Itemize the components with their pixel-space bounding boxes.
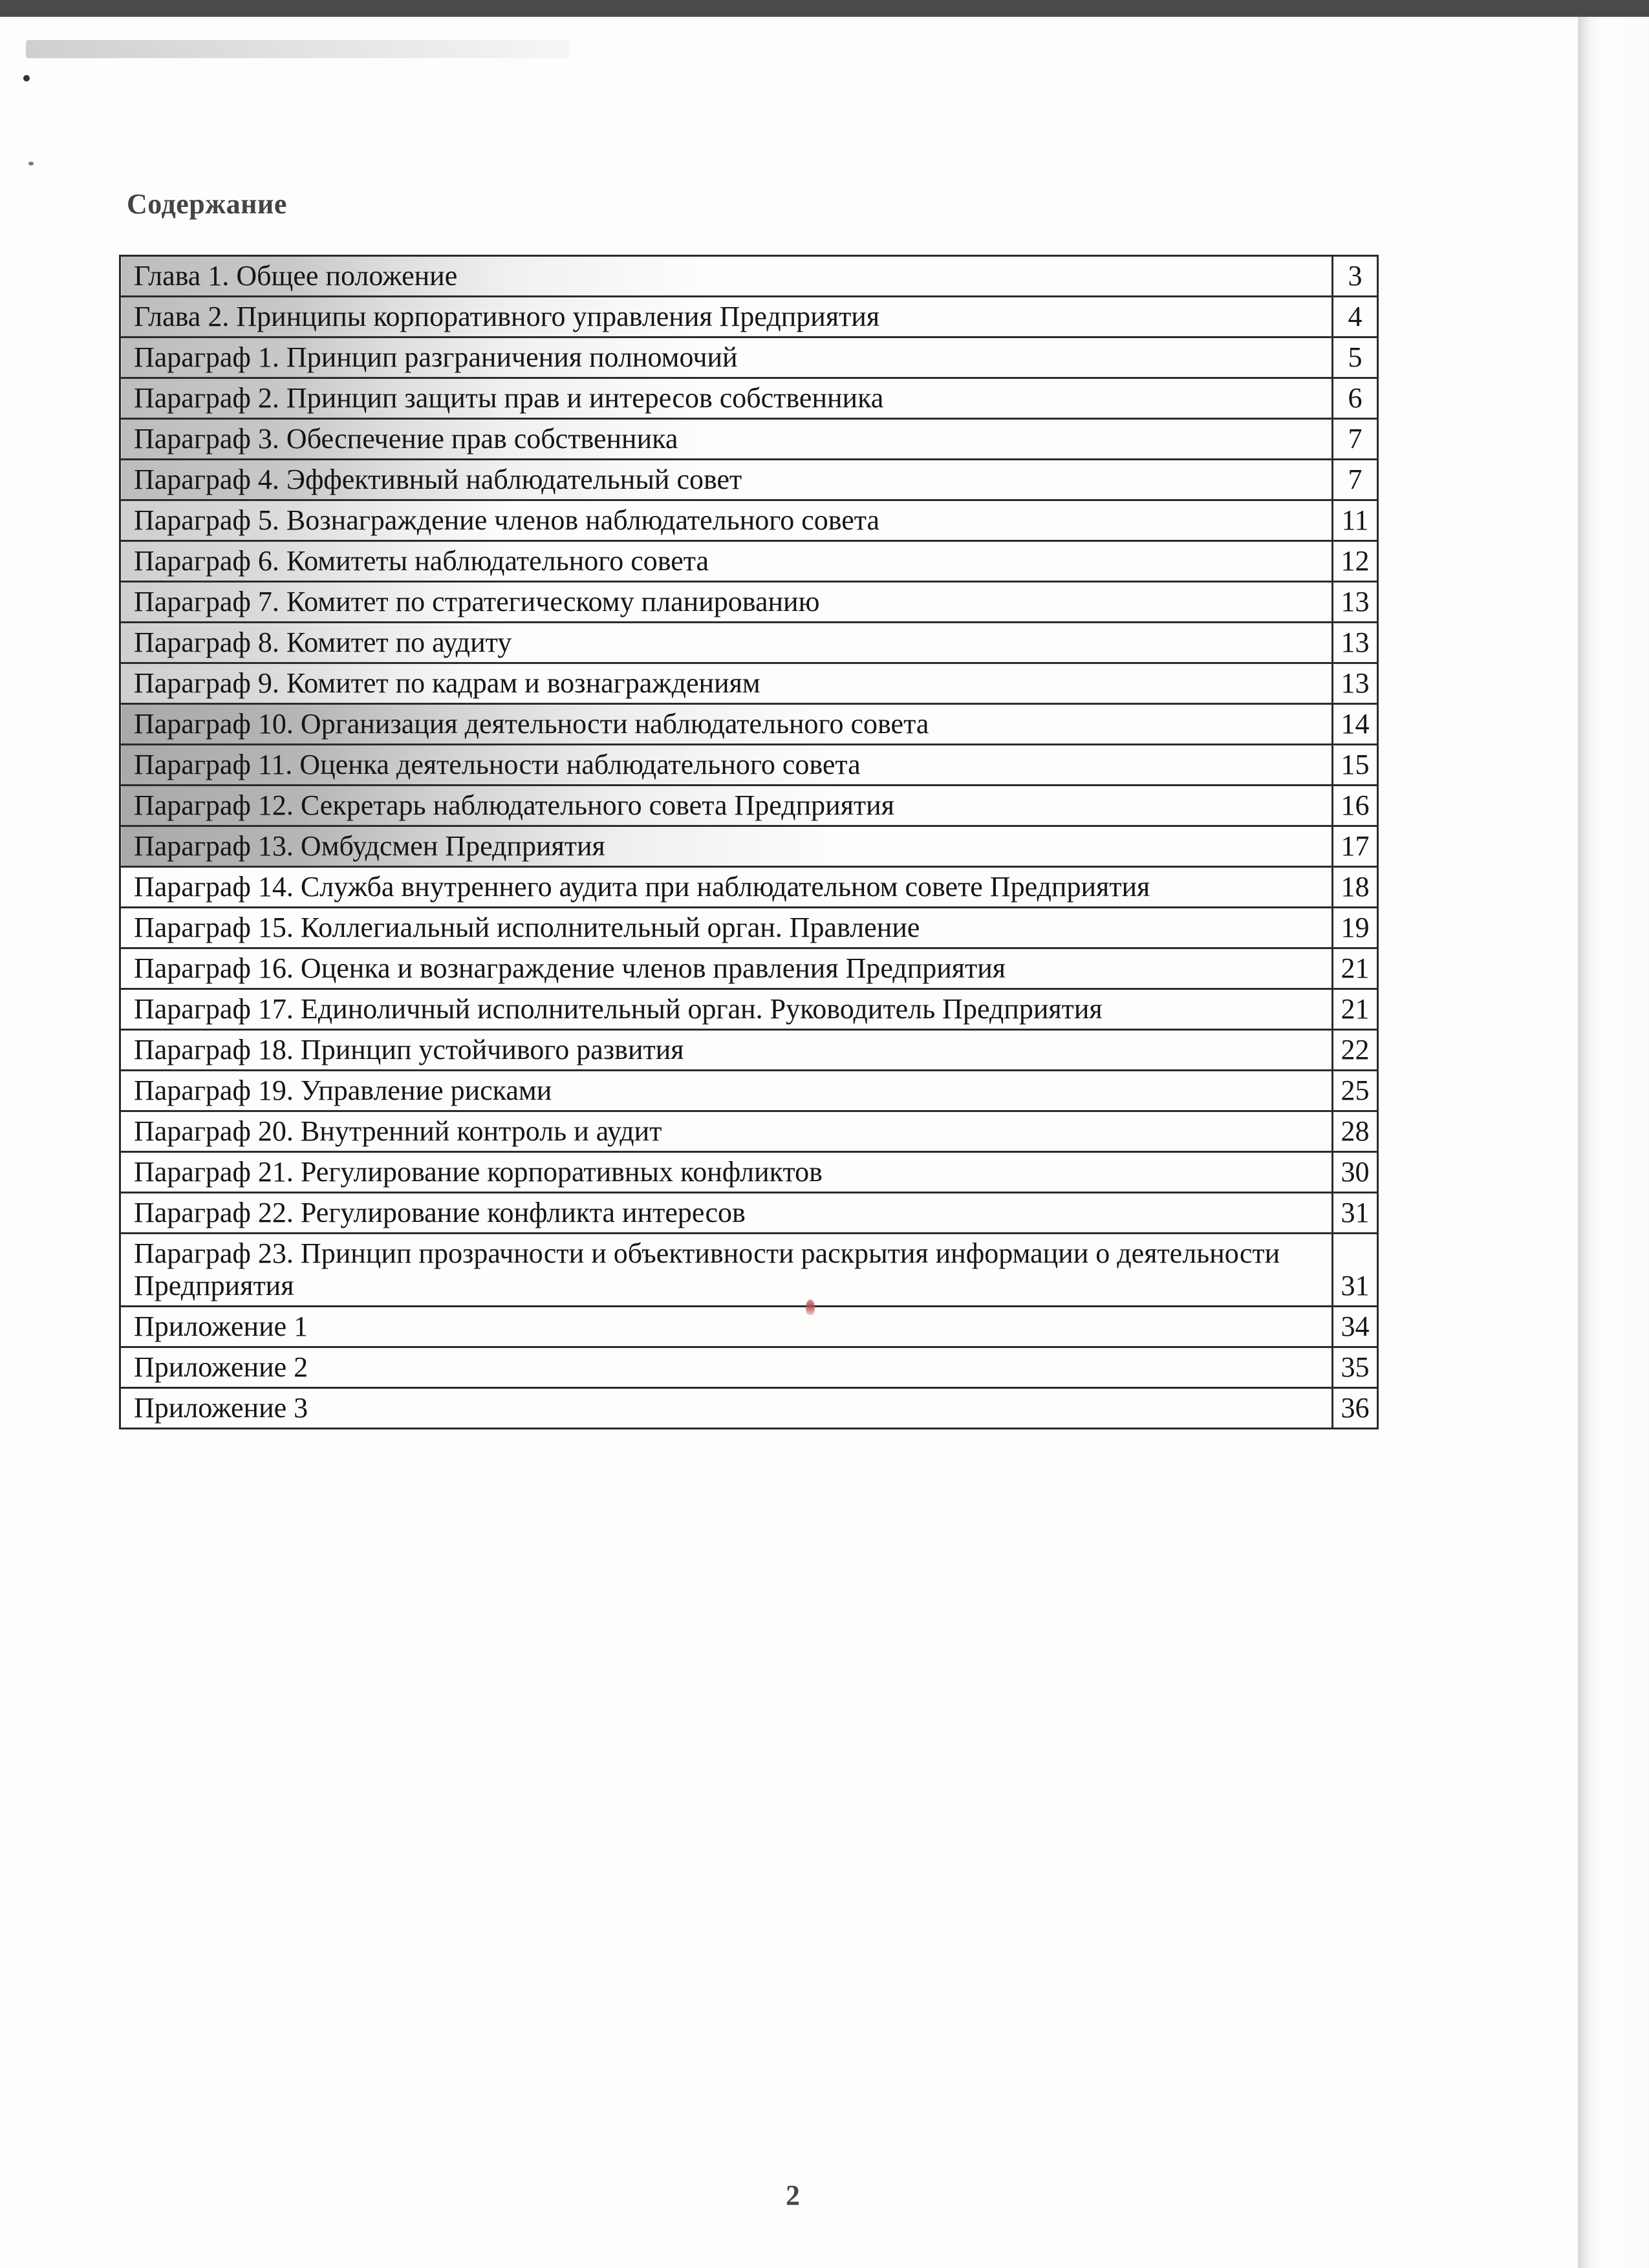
toc-entry-page: 19 [1333, 908, 1378, 948]
toc-entry-page: 25 [1333, 1071, 1378, 1111]
toc-row [120, 826, 1378, 867]
toc-entry-page: 4 [1333, 297, 1378, 337]
toc-entry-title: Параграф 9. Комитет по кадрам и вознаграждениям [120, 663, 1333, 704]
toc-row [120, 989, 1378, 1030]
toc-row [120, 704, 1378, 745]
toc-entry-page: 18 [1333, 867, 1378, 908]
toc-entry-page: 35 [1333, 1347, 1378, 1388]
toc-row [120, 1071, 1378, 1111]
page-number: 2 [786, 2179, 800, 2211]
toc-entry-page: 3 [1333, 256, 1378, 297]
toc-entry-page: 21 [1333, 989, 1378, 1030]
toc-row [120, 1193, 1378, 1234]
toc-row [120, 1307, 1378, 1347]
toc-row [120, 500, 1378, 541]
toc-entry-title: Параграф 23. Принцип прозрачности и объективности раскрытия информации о деятельности Предприятия [120, 1234, 1333, 1307]
toc-entry-title: Параграф 22. Регулирование конфликта интересов [120, 1193, 1333, 1234]
bleed-through-text [26, 40, 569, 58]
toc-entry-page: 30 [1333, 1152, 1378, 1193]
toc-entry-page: 14 [1333, 704, 1378, 745]
paper-right-edge [1578, 17, 1649, 2268]
toc-entry-title: Параграф 20. Внутренний контроль и аудит [120, 1111, 1333, 1152]
toc-entry-title: Параграф 14. Служба внутреннего аудита при наблюдательном совете Предприятия [120, 867, 1333, 908]
toc-entry-title: Параграф 2. Принцип защиты прав и интересов собственника [120, 378, 1333, 419]
toc-row [120, 297, 1378, 337]
toc-entry-title: Параграф 13. Омбудсмен Предприятия [120, 826, 1333, 867]
toc-entry-title: Глава 2. Принципы корпоративного управления Предприятия [120, 297, 1333, 337]
toc-entry-title: Приложение 3 [120, 1388, 1333, 1429]
table-of-contents [119, 255, 1379, 1429]
toc-row [120, 745, 1378, 786]
toc-row [120, 1388, 1378, 1429]
toc-entry-page: 7 [1333, 460, 1378, 500]
toc-entry-title: Параграф 17. Единоличный исполнительный орган. Руководитель Предприятия [120, 989, 1333, 1030]
toc-entry-page: 31 [1333, 1193, 1378, 1234]
toc-entry-page: 13 [1333, 623, 1378, 663]
toc-row [120, 541, 1378, 582]
scan-speck [23, 75, 30, 81]
toc-entry-title: Глава 1. Общее положение [120, 256, 1333, 297]
toc-entry-title: Приложение 1 [120, 1307, 1333, 1347]
toc-entry-page: 22 [1333, 1030, 1378, 1071]
toc-entry-page: 31 [1333, 1234, 1378, 1307]
toc-entry-title: Параграф 5. Вознаграждение членов наблюдательного совета [120, 500, 1333, 541]
toc-row [120, 623, 1378, 663]
toc-entry-title: Параграф 3. Обеспечение прав собственника [120, 419, 1333, 460]
toc-entry-title: Параграф 6. Комитеты наблюдательного совета [120, 541, 1333, 582]
toc-entry-title: Параграф 1. Принцип разграничения полномочий [120, 337, 1333, 378]
toc-entry-page: 12 [1333, 541, 1378, 582]
toc-entry-title: Параграф 19. Управление рисками [120, 1071, 1333, 1111]
scan-speck [28, 162, 34, 166]
toc-entry-page: 13 [1333, 582, 1378, 623]
toc-row [120, 1234, 1378, 1307]
toc-entry-title: Параграф 16. Оценка и вознаграждение членов правления Предприятия [120, 948, 1333, 989]
toc-row [120, 1152, 1378, 1193]
toc-row [120, 1030, 1378, 1071]
toc-row [120, 663, 1378, 704]
toc-entry-page: 13 [1333, 663, 1378, 704]
toc-entry-title: Приложение 2 [120, 1347, 1333, 1388]
toc-row [120, 582, 1378, 623]
toc-row [120, 867, 1378, 908]
toc-row [120, 908, 1378, 948]
toc-row [120, 1111, 1378, 1152]
toc-entry-title: Параграф 4. Эффективный наблюдательный совет [120, 460, 1333, 500]
toc-entry-page: 34 [1333, 1307, 1378, 1347]
toc-entry-title: Параграф 21. Регулирование корпоративных конфликтов [120, 1152, 1333, 1193]
toc-entry-page: 7 [1333, 419, 1378, 460]
toc-entry-title: Параграф 10. Организация деятельности наблюдательного совета [120, 704, 1333, 745]
toc-entry-title: Параграф 12. Секретарь наблюдательного совета Предприятия [120, 786, 1333, 826]
toc-row [120, 419, 1378, 460]
toc-entry-page: 6 [1333, 378, 1378, 419]
scan-border-top [0, 0, 1649, 17]
toc-entry-title: Параграф 7. Комитет по стратегическому планированию [120, 582, 1333, 623]
toc-entry-title: Параграф 8. Комитет по аудиту [120, 623, 1333, 663]
toc-entry-page: 5 [1333, 337, 1378, 378]
toc-row [120, 948, 1378, 989]
toc-entry-page: 11 [1333, 500, 1378, 541]
toc-row [120, 460, 1378, 500]
toc-entry-page: 21 [1333, 948, 1378, 989]
toc-row [120, 1347, 1378, 1388]
toc-row [120, 378, 1378, 419]
toc-row [120, 337, 1378, 378]
toc-entry-page: 36 [1333, 1388, 1378, 1429]
toc-entry-page: 16 [1333, 786, 1378, 826]
toc-entry-page: 17 [1333, 826, 1378, 867]
toc-row [120, 786, 1378, 826]
toc-entry-title: Параграф 15. Коллегиальный исполнительный орган. Правление [120, 908, 1333, 948]
toc-entry-page: 28 [1333, 1111, 1378, 1152]
page-title: Содержание [127, 188, 287, 220]
pen-mark [806, 1300, 815, 1315]
toc-entry-title: Параграф 18. Принцип устойчивого развития [120, 1030, 1333, 1071]
toc-row [120, 256, 1378, 297]
toc-entry-page: 15 [1333, 745, 1378, 786]
toc-entry-title: Параграф 11. Оценка деятельности наблюдательного совета [120, 745, 1333, 786]
